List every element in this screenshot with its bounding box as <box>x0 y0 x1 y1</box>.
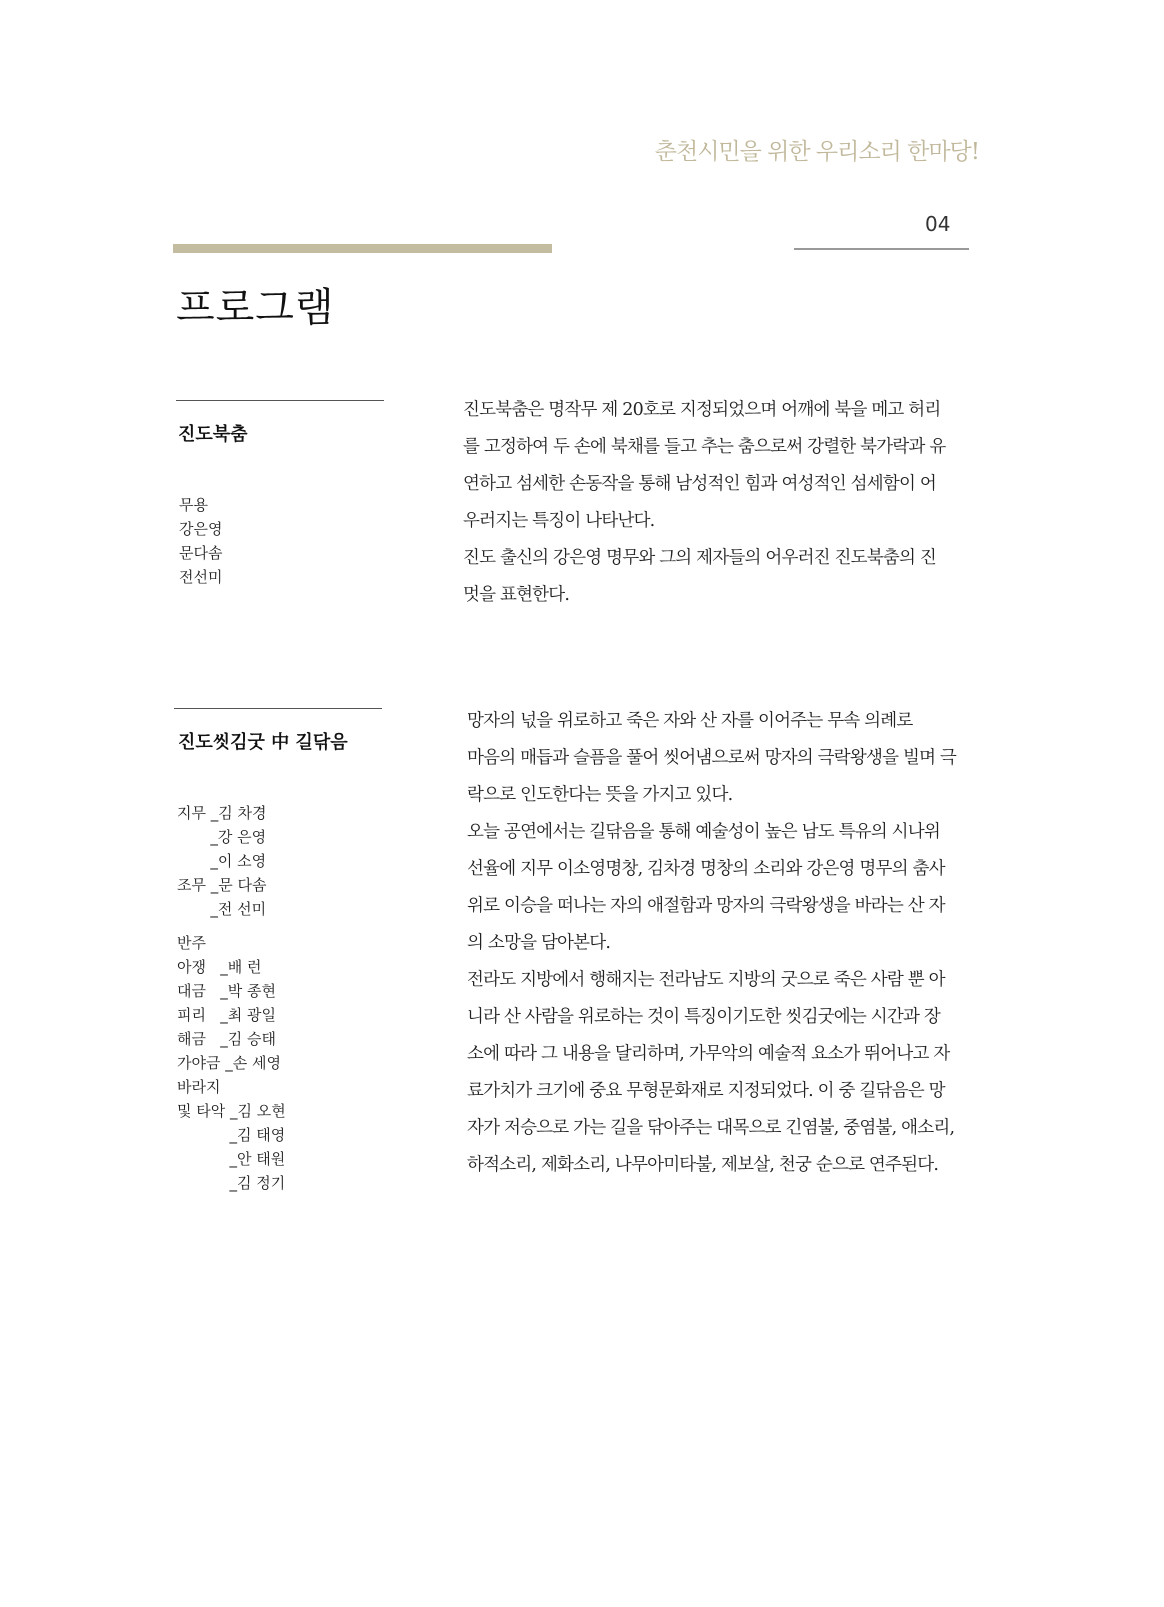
credit-line: 무용 <box>179 496 208 514</box>
description-line: 멋을 표현한다. <box>463 585 570 605</box>
credit-line: 조무 _문 다솜 <box>177 876 267 894</box>
credit-gap <box>177 921 286 931</box>
header-title: 춘천시민을 위한 우리소리 한마당! <box>654 139 979 165</box>
accent-bar <box>173 244 552 253</box>
description-line: 위로 이승을 떠나는 자의 애절함과 망자의 극락왕생을 바라는 산 자 <box>467 896 945 916</box>
description-line: 락으로 인도한다는 뜻을 가지고 있다. <box>467 785 733 805</box>
credit-line: 가야금 _손 세영 <box>177 1054 281 1072</box>
credit-line: _김 정기 <box>177 1174 286 1192</box>
credit-line: 반주 <box>177 934 206 952</box>
credit-line: 바라지 <box>177 1078 221 1096</box>
credit-line: 대금 _박 종현 <box>177 982 277 1000</box>
description-line: 전라도 지방에서 행해지는 전라남도 지방의 굿으로 죽은 사람 뿐 아 <box>467 970 945 990</box>
description-line: 진도 출신의 강은영 명무와 그의 제자들의 어우러진 진도북춤의 진 <box>463 548 936 568</box>
description-line: 오늘 공연에서는 길닦음을 통해 예술성이 높은 남도 특유의 시나위 <box>467 822 940 842</box>
credit-line: 및 타악 _김 오현 <box>177 1102 286 1120</box>
item-credits <box>177 801 286 1195</box>
item-description <box>463 392 973 614</box>
item-rule <box>174 708 382 709</box>
credit-line: _전 선미 <box>177 900 267 918</box>
item-title: 진도씻김굿 中 길닦음 <box>178 732 348 753</box>
credit-line: 문다솜 <box>179 544 223 562</box>
credit-line: 전선미 <box>179 568 223 586</box>
description-line: 하적소리, 제화소리, 나무아미타불, 제보살, 천궁 순으로 연주된다. <box>467 1155 939 1175</box>
description-line: 연하고 섬세한 손동작을 통해 남성적인 힘과 여성적인 섬세함이 어 <box>463 474 936 494</box>
credit-line: 강은영 <box>179 520 223 538</box>
credit-line: 아쟁 _배 런 <box>177 958 262 976</box>
description-line: 의 소망을 담아본다. <box>467 933 611 953</box>
item-title: 진도북춤 <box>178 424 248 445</box>
description-line: 우러지는 특징이 나타난다. <box>463 511 655 531</box>
description-line: 진도북춤은 명작무 제 20호로 지정되었으며 어깨에 북을 메고 허리 <box>463 400 941 420</box>
description-line: 니라 산 사람을 위로하는 것이 특징이기도한 씻김굿에는 시간과 장 <box>467 1007 940 1027</box>
description-line: 망자의 넋을 위로하고 죽은 자와 산 자를 이어주는 무속 의례로 <box>467 711 913 731</box>
credit-line: 피리 _최 광일 <box>177 1006 277 1024</box>
credit-line: _이 소영 <box>177 852 267 870</box>
item-description <box>467 703 977 1184</box>
credit-line: _안 태원 <box>177 1150 286 1168</box>
description-line: 마음의 매듭과 슬픔을 풀어 씻어냄으로써 망자의 극락왕생을 빌며 극 <box>467 748 957 768</box>
credit-line: 해금 _김 승태 <box>177 1030 277 1048</box>
credit-line: 지무 _김 차경 <box>177 804 267 822</box>
page-number: 04 <box>925 212 951 236</box>
section-heading: 프로그램 <box>176 285 335 331</box>
description-line: 료가치가 크기에 중요 무형문화재로 지정되었다. 이 중 길닦음은 망 <box>467 1081 945 1101</box>
credit-line: _김 태영 <box>177 1126 286 1144</box>
description-line: 소에 따라 그 내용을 달리하며, 가무악의 예술적 요소가 뛰어나고 자 <box>467 1044 950 1064</box>
description-line: 선율에 지무 이소영명창, 김차경 명창의 소리와 강은영 명무의 춤사 <box>467 859 945 879</box>
credit-line: _강 은영 <box>177 828 267 846</box>
description-line: 자가 저승으로 가는 길을 닦아주는 대목으로 긴염불, 중염불, 애소리, <box>467 1118 955 1138</box>
page-number-rule <box>794 248 969 250</box>
item-rule <box>176 400 384 401</box>
item-credits <box>179 493 222 589</box>
description-line: 를 고정하여 두 손에 북채를 들고 추는 춤으로써 강렬한 북가락과 유 <box>463 437 946 457</box>
